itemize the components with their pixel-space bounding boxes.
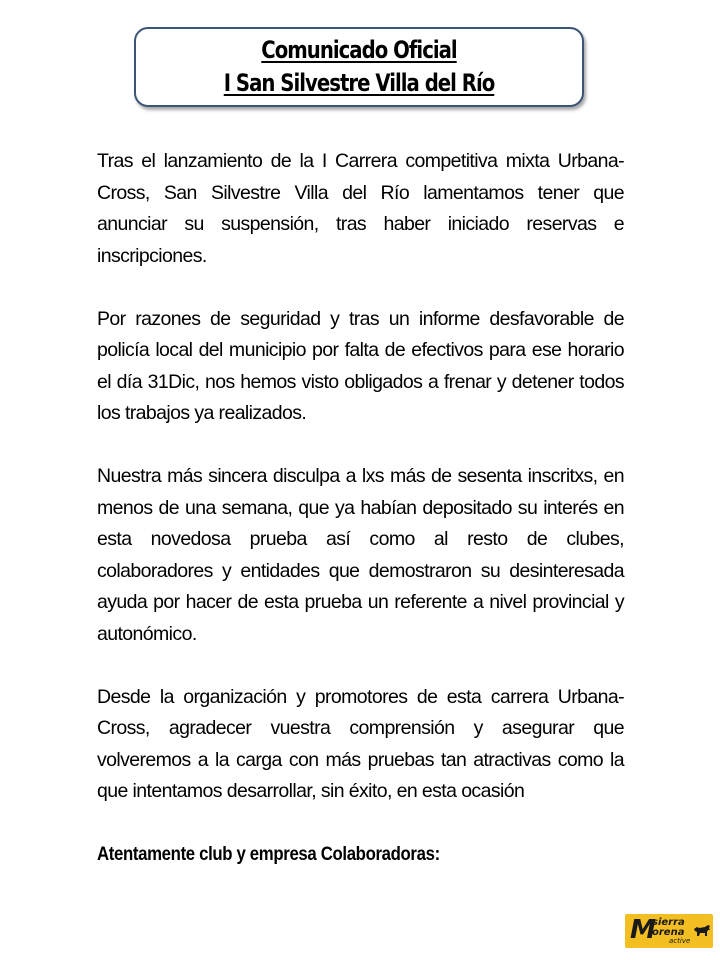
- title-box: [134, 27, 584, 107]
- document-body: [97, 146, 624, 871]
- title-line-2: I San Silvestre Villa del Río: [223, 69, 495, 97]
- sierra-morena-logo: [625, 914, 713, 948]
- logo-tagline: active: [669, 937, 691, 945]
- closing-line: Atentamente club y empresa Colaboradoras:: [97, 843, 440, 865]
- title-line-1: Comunicado Oficial: [261, 36, 457, 64]
- logo-initial: M: [630, 915, 656, 945]
- paragraph-3: Nuestra más sincera disculpa a lxs más de sesenta inscritxs, en menos de una semana, que ya habían depositado su interés en esta novedosa prueba así como al resto de clubes, colaboradores y entidades que demostraron su desinteresada ayuda por hacer de esta prueba un referente a nivel provincial y autonómico.: [97, 465, 624, 645]
- paragraph-2: Por razones de seguridad y tras un informe desfavorable de policía local del municipio por falta de efectivos para ese horario el día 31Dic, nos hemos visto obligados a frenar y detener todos los trabajos ya realizados.: [97, 307, 624, 424]
- logo-line-1: sierra: [652, 917, 685, 928]
- logo-line-2: orena: [652, 927, 685, 938]
- bull-icon: [693, 923, 711, 937]
- paragraph-1: Tras el lanzamiento de la I Carrera competitiva mixta Urbana-Cross, San Silvestre Villa del Río lamentamos tener que anunciar su suspensión, tras haber iniciado reservas e inscripciones.: [97, 150, 624, 267]
- paragraph-4: Desde la organización y promotores de esta carrera Urbana-Cross, agradecer vuestra comprensión y asegurar que volveremos a la carga con más pruebas tan atractivas como la que intentamos desarrollar, sin éxito, en esta ocasión: [97, 685, 624, 802]
